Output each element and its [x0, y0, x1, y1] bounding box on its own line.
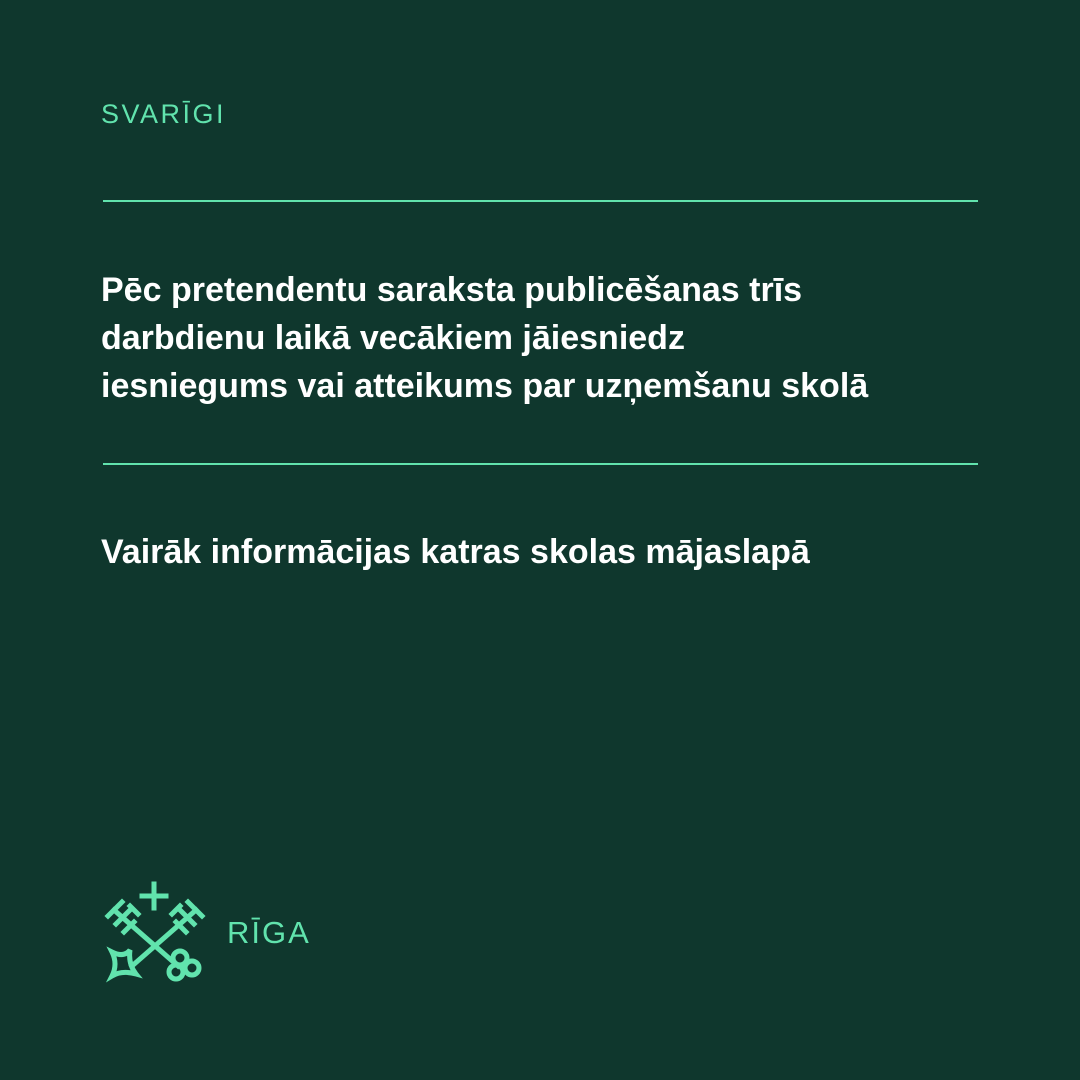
riga-crossed-keys-icon [100, 880, 210, 984]
notice-line-2: darbdienu laikā vecākiem jāiesniedz [101, 319, 685, 357]
notice-line-1: Pēc pretendentu saraksta publicēšanas trīs [101, 271, 803, 309]
notice-line-3: iesniegums vai atteikums par uzņemšanu skolā [101, 367, 869, 405]
bottom-divider [103, 463, 978, 465]
section-label: SVARĪGI [101, 99, 227, 129]
logo-text: RĪGA [227, 915, 311, 950]
more-info-text: Vairāk informācijas katras skolas mājaslapā [101, 533, 810, 571]
top-divider [103, 200, 978, 202]
important-notice [101, 266, 1001, 410]
